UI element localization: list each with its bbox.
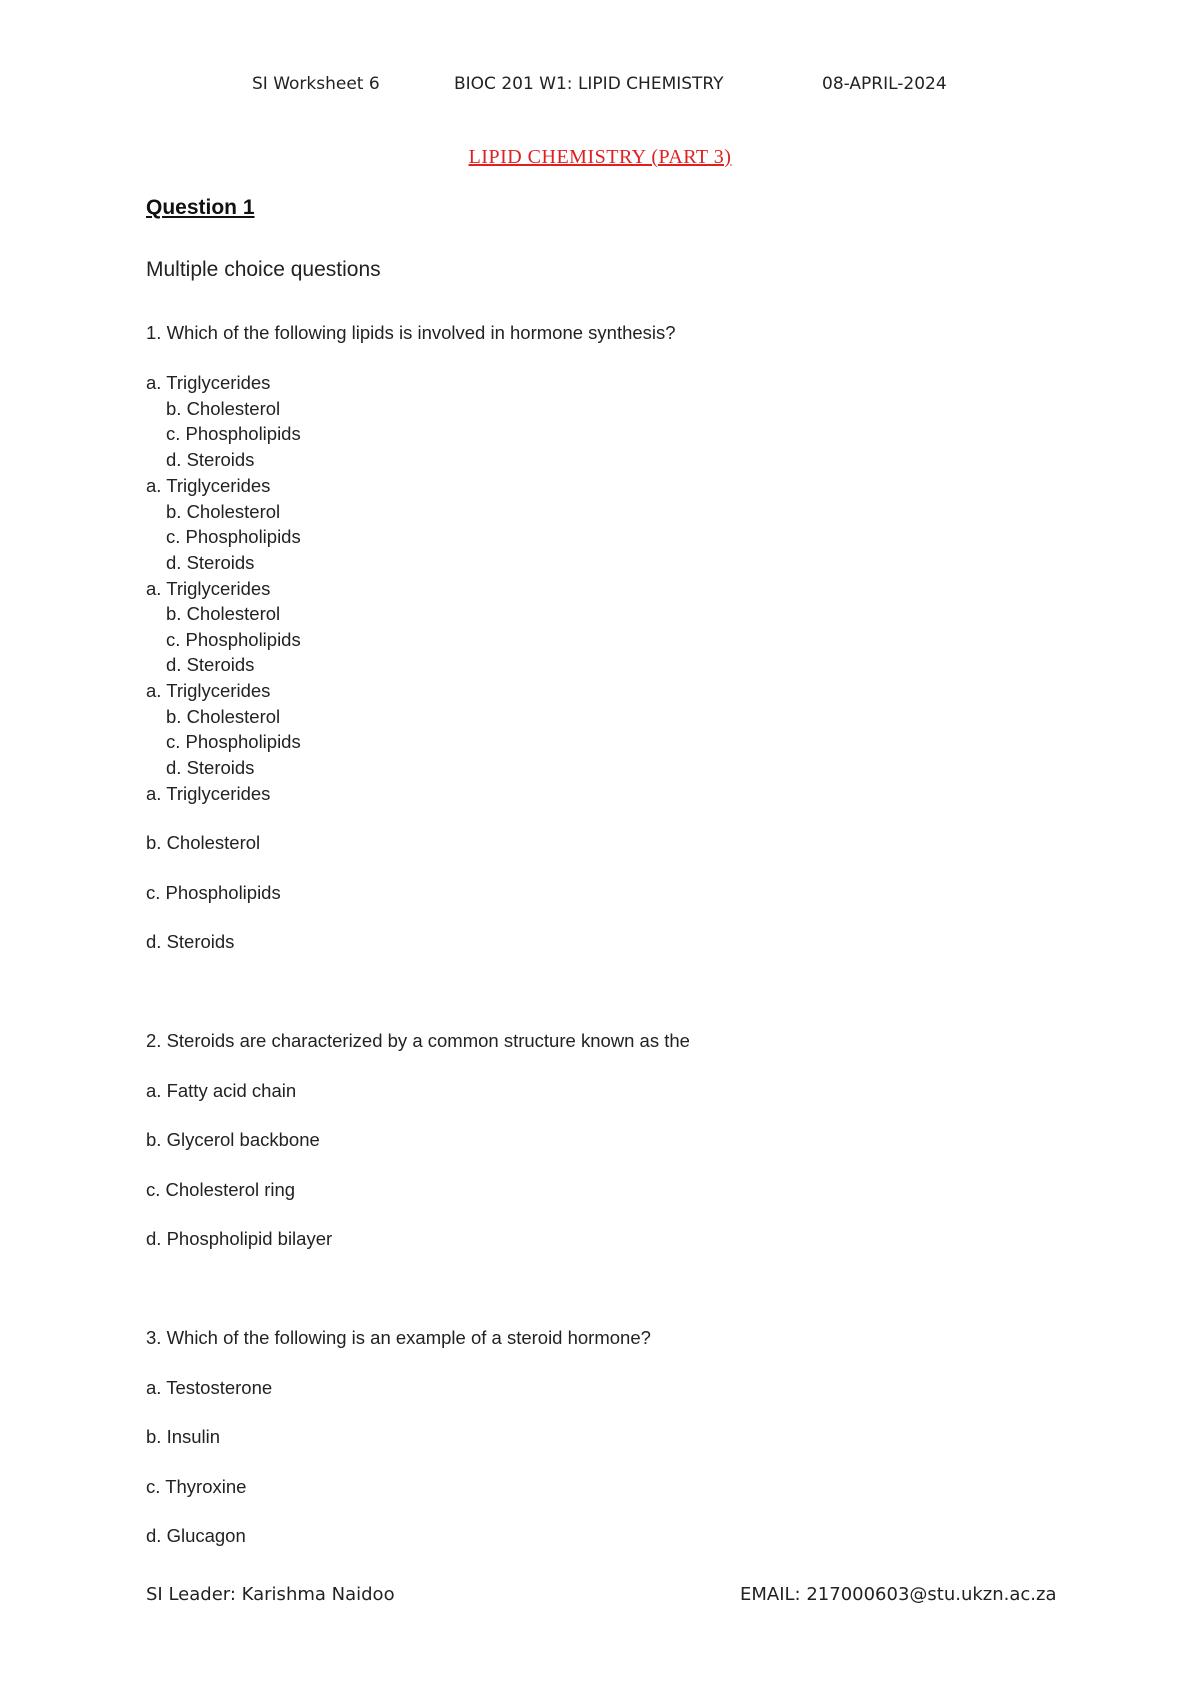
question-heading: Question 1: [146, 196, 255, 219]
q1-option-b: b. Cholesterol: [166, 706, 281, 727]
q1-option-c: c. Phospholipids: [166, 629, 301, 650]
question-1-prompt: 1. Which of the following lipids is involved in hormone synthesis?: [146, 322, 676, 343]
header-course: BIOC 201 W1: LIPID CHEMISTRY: [454, 74, 724, 94]
q1-option-b: b. Cholesterol: [166, 603, 281, 624]
q1-option-b: b. Cholesterol: [166, 501, 281, 522]
q2-option-a: a. Fatty acid chain: [146, 1080, 297, 1101]
q1-option-a: a. Triglycerides: [146, 372, 271, 393]
q1-option-d: d. Steroids: [166, 449, 255, 470]
q1-option-b: b. Cholesterol: [166, 398, 281, 419]
q1-option-b: b. Cholesterol: [146, 832, 261, 853]
q1-option-c: c. Phospholipids: [166, 731, 301, 752]
header-worksheet: SI Worksheet 6: [252, 74, 380, 94]
q1-option-a: a. Triglycerides: [146, 475, 271, 496]
section-label: Multiple choice questions: [146, 258, 381, 281]
q1-option-c: c. Phospholipids: [166, 526, 301, 547]
q1-option-c: c. Phospholipids: [166, 423, 301, 444]
document-title: LIPID CHEMISTRY (PART 3): [468, 146, 732, 168]
q3-option-a: a. Testosterone: [146, 1377, 273, 1398]
q1-option-c: c. Phospholipids: [146, 882, 281, 903]
footer-email: EMAIL: 217000603@stu.ukzn.ac.za: [740, 1584, 1057, 1605]
q2-option-d: d. Phospholipid bilayer: [146, 1228, 333, 1249]
q1-option-a: a. Triglycerides: [146, 783, 271, 804]
question-2-prompt: 2. Steroids are characterized by a common structure known as the: [146, 1030, 690, 1051]
q2-option-b: b. Glycerol backbone: [146, 1129, 320, 1150]
q3-option-c: c. Thyroxine: [146, 1476, 247, 1497]
q1-option-d: d. Steroids: [166, 654, 255, 675]
q1-option-d: d. Steroids: [166, 552, 255, 573]
q2-option-c: c. Cholesterol ring: [146, 1179, 296, 1200]
q1-option-a: a. Triglycerides: [146, 578, 271, 599]
q3-option-d: d. Glucagon: [146, 1525, 246, 1546]
header-date: 08-APRIL-2024: [822, 74, 947, 94]
q1-option-d: d. Steroids: [146, 931, 235, 952]
question-3-prompt: 3. Which of the following is an example of a steroid hormone?: [146, 1327, 651, 1348]
q1-option-a: a. Triglycerides: [146, 680, 271, 701]
footer-leader: SI Leader: Karishma Naidoo: [146, 1584, 395, 1605]
q1-option-d: d. Steroids: [166, 757, 255, 778]
q3-option-b: b. Insulin: [146, 1426, 221, 1447]
